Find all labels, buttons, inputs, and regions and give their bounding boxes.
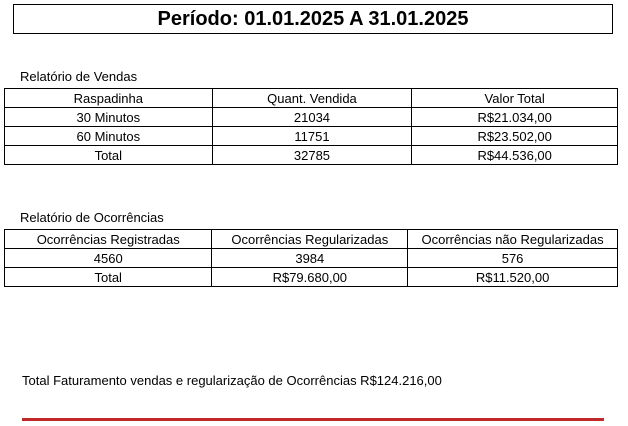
occurrences-table	[4, 229, 618, 287]
table-row	[5, 127, 618, 146]
table-cell: 4560	[5, 249, 212, 268]
table-cell: R$21.034,00	[412, 108, 618, 127]
occurrences-report-label: Relatório de Ocorrências	[20, 210, 164, 225]
table-cell: R$79.680,00	[212, 268, 408, 287]
sales-report-label: Relatório de Vendas	[20, 69, 138, 84]
table-cell: 576	[408, 249, 618, 268]
table-cell: 21034	[212, 108, 412, 127]
table-row	[5, 108, 618, 127]
table-total-row	[5, 146, 618, 165]
table-header-row	[5, 230, 618, 249]
table-cell: 60 Minutos	[5, 127, 213, 146]
table-cell: R$23.502,00	[412, 127, 618, 146]
table-cell: R$11.520,00	[408, 268, 618, 287]
period-title: Período: 01.01.2025 A 31.01.2025	[13, 4, 613, 34]
column-header: Raspadinha	[5, 89, 213, 108]
table-header-row	[5, 89, 618, 108]
table-cell: R$44.536,00	[412, 146, 618, 165]
footer-divider	[22, 418, 604, 421]
sales-table	[4, 88, 618, 165]
column-header: Valor Total	[412, 89, 618, 108]
table-row	[5, 249, 618, 268]
table-cell: Total	[5, 146, 213, 165]
table-cell: 30 Minutos	[5, 108, 213, 127]
column-header: Quant. Vendida	[212, 89, 412, 108]
column-header: Ocorrências não Regularizadas	[408, 230, 618, 249]
total-revenue-summary: Total Faturamento vendas e regularização de Ocorrências R$124.216,00	[22, 373, 442, 388]
table-total-row	[5, 268, 618, 287]
column-header: Ocorrências Regularizadas	[212, 230, 408, 249]
table-cell: 3984	[212, 249, 408, 268]
table-cell: 11751	[212, 127, 412, 146]
table-cell: Total	[5, 268, 212, 287]
column-header: Ocorrências Registradas	[5, 230, 212, 249]
table-cell: 32785	[212, 146, 412, 165]
